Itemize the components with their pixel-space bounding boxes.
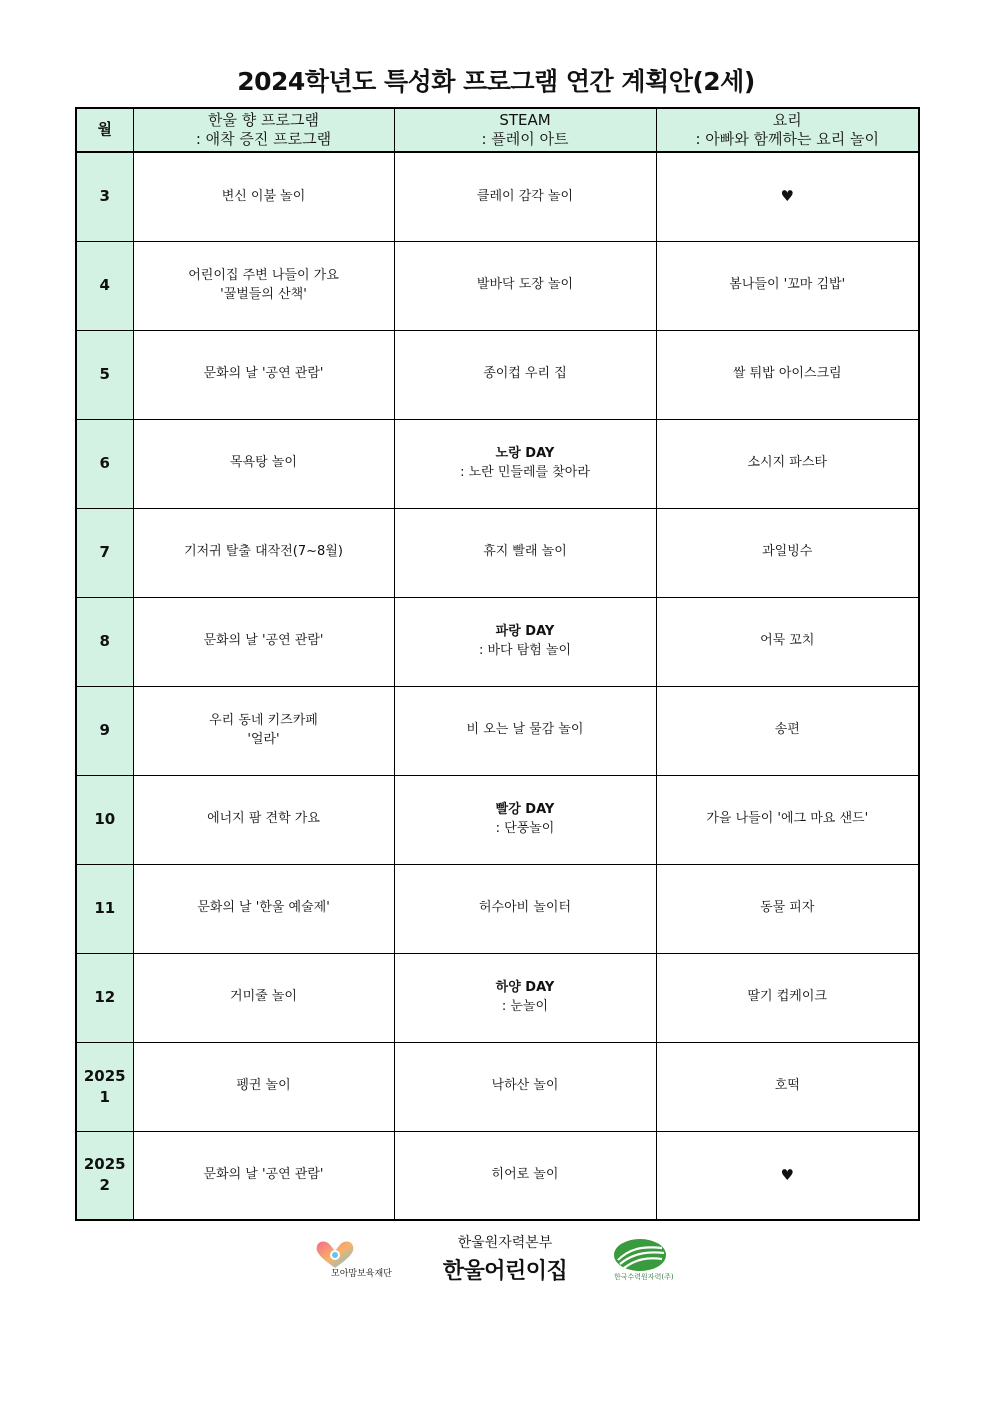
month-label: 2025 — [83, 1155, 126, 1174]
cooking-text: 쌀 튀밥 아이스크림 — [732, 366, 842, 382]
header-col2-subtitle: : 플레이 아트 — [481, 130, 569, 148]
header-col3-title: 요리 — [772, 110, 802, 129]
hanul-program-text: 문화의 날 '공연 관람' — [203, 633, 324, 649]
cooking-cell — [656, 864, 919, 953]
month-label: 2025 — [83, 1066, 126, 1085]
steam-text: 휴지 빨래 놀이 — [483, 544, 567, 560]
steam-text: 비 오는 날 물감 놀이 — [466, 722, 584, 738]
steam-cell — [394, 775, 656, 864]
cooking-cell — [656, 597, 919, 686]
table-row — [76, 686, 919, 775]
month-label: 4 — [99, 276, 110, 294]
month-cell — [76, 953, 133, 1042]
table-row — [76, 1042, 919, 1131]
steam-text: 파랑 DAY — [495, 624, 555, 640]
hanul-program-cell — [133, 775, 394, 864]
table-row — [76, 864, 919, 953]
hanul-program-cell — [133, 419, 394, 508]
steam-text: 낙하산 놀이 — [491, 1078, 559, 1094]
month-label-line2: 1 — [99, 1087, 110, 1106]
month-label: 12 — [94, 988, 116, 1006]
hanul-program-subtext: '꿀벌들의 산책' — [220, 286, 307, 302]
hanul-program-subtext: '얼라' — [247, 731, 280, 747]
steam-text: 히어로 놀이 — [491, 1167, 559, 1183]
cooking-cell — [656, 686, 919, 775]
cooking-text: 딸기 컵케이크 — [747, 989, 827, 1005]
cooking-cell — [656, 152, 919, 241]
hanul-program-cell — [133, 686, 394, 775]
table-row — [76, 152, 919, 241]
khnp-emblem-icon — [612, 1238, 668, 1272]
hanul-brand — [420, 1232, 590, 1285]
hanul-daycare-name: 한울어린이집 — [442, 1259, 568, 1284]
cooking-cell — [656, 330, 919, 419]
header-hanul-program — [133, 108, 394, 152]
month-cell — [76, 686, 133, 775]
month-label: 7 — [99, 543, 110, 561]
steam-cell — [394, 953, 656, 1042]
header-cooking — [656, 108, 919, 152]
month-cell — [76, 775, 133, 864]
hanul-program-cell — [133, 330, 394, 419]
steam-cell — [394, 1131, 656, 1220]
cooking-cell — [656, 241, 919, 330]
cooking-text: 동물 피자 — [760, 900, 815, 916]
steam-cell — [394, 508, 656, 597]
steam-text: 허수아비 놀이터 — [478, 900, 572, 916]
hanul-program-text: 우리 동네 키즈카페 — [209, 713, 318, 729]
month-cell — [76, 864, 133, 953]
steam-cell — [394, 330, 656, 419]
month-label: 11 — [94, 899, 116, 917]
cooking-cell — [656, 953, 919, 1042]
hanul-program-cell — [133, 597, 394, 686]
table-row — [76, 953, 919, 1042]
header-col1-subtitle: : 애착 증진 프로그램 — [195, 130, 332, 148]
hanul-program-text: 문화의 날 '한울 예술제' — [197, 900, 330, 916]
cooking-text: 소시지 파스타 — [747, 455, 827, 471]
hanul-program-cell — [133, 864, 394, 953]
hanul-program-cell — [133, 953, 394, 1042]
month-cell — [76, 508, 133, 597]
heart-icon: ♥ — [780, 1165, 794, 1184]
month-cell — [76, 241, 133, 330]
cooking-text: 어묵 꼬치 — [760, 633, 815, 649]
table-row — [76, 330, 919, 419]
hanul-program-cell — [133, 508, 394, 597]
steam-subtext: : 바다 탐험 놀이 — [478, 642, 572, 658]
steam-subtext: : 노란 민들레를 찾아라 — [460, 464, 590, 480]
hanul-program-text: 어린이집 주변 나들이 가요 — [188, 268, 339, 284]
month-cell — [76, 419, 133, 508]
table-row — [76, 597, 919, 686]
month-label: 10 — [94, 810, 116, 828]
steam-text: 빨강 DAY — [495, 802, 555, 818]
heart-icon: ♥ — [780, 187, 794, 206]
steam-text: 클레이 감각 놀이 — [476, 188, 574, 204]
month-cell — [76, 330, 133, 419]
header-month: 월 — [76, 108, 133, 152]
khnp-logo — [612, 1238, 692, 1284]
page-title: 2024학년도 특성화 프로그램 연간 계획안(2세) — [237, 67, 755, 96]
header-col3-subtitle: : 아빠와 함께하는 요리 놀이 — [695, 130, 880, 148]
cooking-cell — [656, 775, 919, 864]
header-col1-title: 한울 향 프로그램 — [208, 110, 319, 129]
cooking-cell — [656, 1131, 919, 1220]
hanul-program-text: 에너지 팜 견학 가요 — [207, 811, 320, 827]
header-col2-title: STEAM — [499, 110, 551, 129]
steam-text: 종이컵 우리 집 — [483, 366, 567, 382]
cooking-text: 가을 나들이 '에그 마요 샌드' — [706, 811, 869, 827]
steam-subtext: : 눈놀이 — [501, 998, 549, 1014]
hanul-program-text: 거미줄 놀이 — [230, 989, 297, 1005]
steam-cell — [394, 864, 656, 953]
hanul-program-text: 기저귀 탈출 대작전(7~8월) — [184, 544, 343, 560]
cooking-cell — [656, 1042, 919, 1131]
month-label: 3 — [99, 187, 110, 206]
table-row — [76, 775, 919, 864]
moamom-foundation-logo — [313, 1240, 413, 1280]
steam-text: 발바닥 도장 놀이 — [476, 277, 574, 293]
table-row — [76, 419, 919, 508]
month-label: 8 — [99, 632, 110, 650]
steam-cell — [394, 1042, 656, 1131]
steam-text: 노랑 DAY — [495, 446, 555, 462]
table-row — [76, 241, 919, 330]
moamom-foundation-label: 모아맘보육재단 — [331, 1269, 392, 1279]
month-cell — [76, 1131, 133, 1220]
hanul-program-text: 문화의 날 '공연 관람' — [203, 1167, 324, 1183]
steam-cell — [394, 241, 656, 330]
hanul-program-cell — [133, 1042, 394, 1131]
steam-cell — [394, 686, 656, 775]
steam-cell — [394, 597, 656, 686]
cooking-text: 봄나들이 '꼬마 김밥' — [729, 277, 846, 293]
month-cell — [76, 152, 133, 241]
table-row — [76, 508, 919, 597]
khnp-label: 한국수력원자력(주) — [614, 1273, 674, 1281]
hanul-program-text: 문화의 날 '공연 관람' — [203, 366, 324, 382]
cooking-cell — [656, 508, 919, 597]
table-header-row — [76, 108, 919, 152]
hanul-program-cell — [133, 1131, 394, 1220]
cooking-text: 송편 — [774, 722, 800, 738]
hanul-program-cell — [133, 152, 394, 241]
header-steam — [394, 108, 656, 152]
hanul-program-text: 목욕탕 놀이 — [230, 455, 297, 471]
month-cell — [76, 1042, 133, 1131]
steam-cell — [394, 419, 656, 508]
hanul-program-text: 변신 이불 놀이 — [221, 188, 306, 204]
month-label: 5 — [99, 365, 110, 383]
cooking-cell — [656, 419, 919, 508]
steam-subtext: : 단풍놀이 — [495, 820, 555, 836]
table-row — [76, 1131, 919, 1220]
month-label: 6 — [99, 454, 110, 472]
cooking-text: 과일빙수 — [762, 544, 813, 560]
steam-cell — [394, 152, 656, 241]
month-label: 9 — [99, 721, 110, 739]
month-cell — [76, 597, 133, 686]
month-label-line2: 2 — [99, 1176, 110, 1195]
hanul-headquarters: 한울원자력본부 — [457, 1235, 553, 1251]
footer — [0, 1232, 992, 1292]
hanul-program-cell — [133, 241, 394, 330]
hanul-program-text: 펭귄 놀이 — [236, 1078, 291, 1094]
steam-text: 하양 DAY — [495, 980, 555, 996]
cooking-text: 호떡 — [774, 1078, 800, 1094]
annual-plan-table — [75, 107, 920, 1221]
